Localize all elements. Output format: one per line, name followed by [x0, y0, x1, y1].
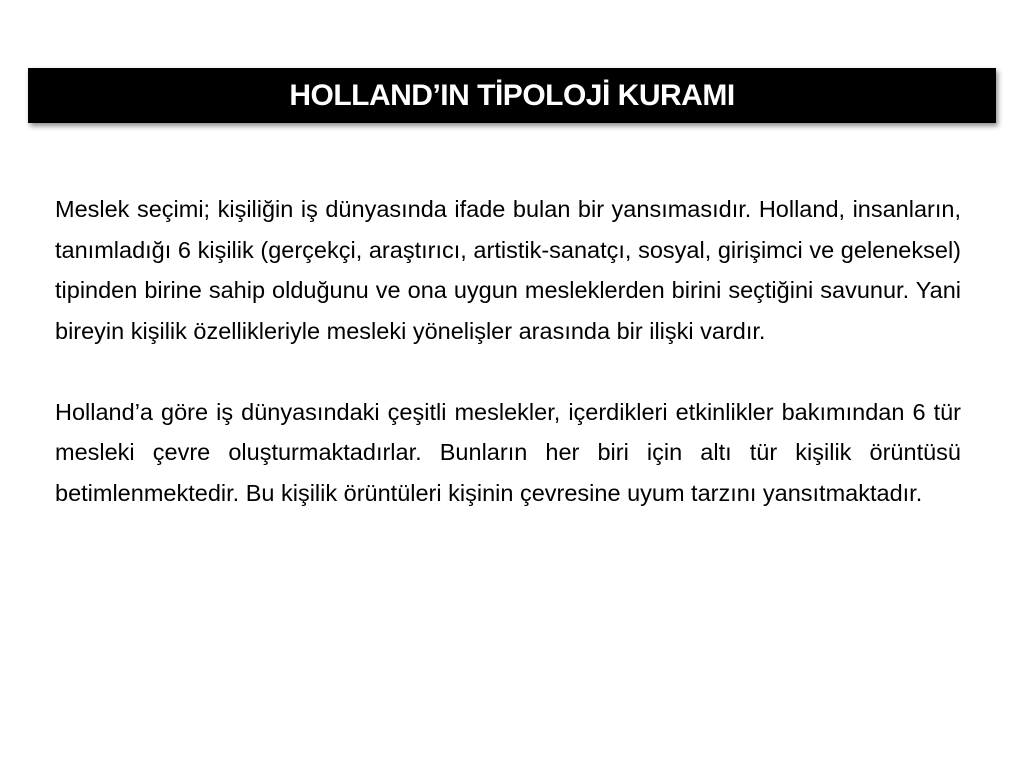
body-paragraph-1: Meslek seçimi; kişiliğin iş dünyasında ifade bulan bir yansımasıdır. Holland, insanların, tanımladığı 6 kişilik (gerçekçi, araştırıcı, artistik-sanatçı, sosyal, girişimci ve geleneksel) tipinden birine sahip olduğunu ve ona uygun mesleklerden birini seçtiğini savunur. Yani bireyin kişilik özellikleriyle mesleki yönelişler arasında bir ilişki vardır. [55, 196, 961, 344]
body-paragraph-2: Holland’a göre iş dünyasındaki çeşitli meslekler, içerdikleri etkinlikler bakımından 6 tür mesleki çevre oluşturmaktadırlar. Bunların her biri için altı tür kişilik örüntüsü betimlenmektedir. Bu kişilik örüntüleri kişinin çevresine uyum tarzını yansıtmaktadır. [55, 398, 961, 506]
slide-title: HOLLAND’IN TİPOLOJİ KURAMI [289, 78, 735, 112]
slide-body [55, 189, 961, 513]
title-banner [28, 68, 996, 123]
